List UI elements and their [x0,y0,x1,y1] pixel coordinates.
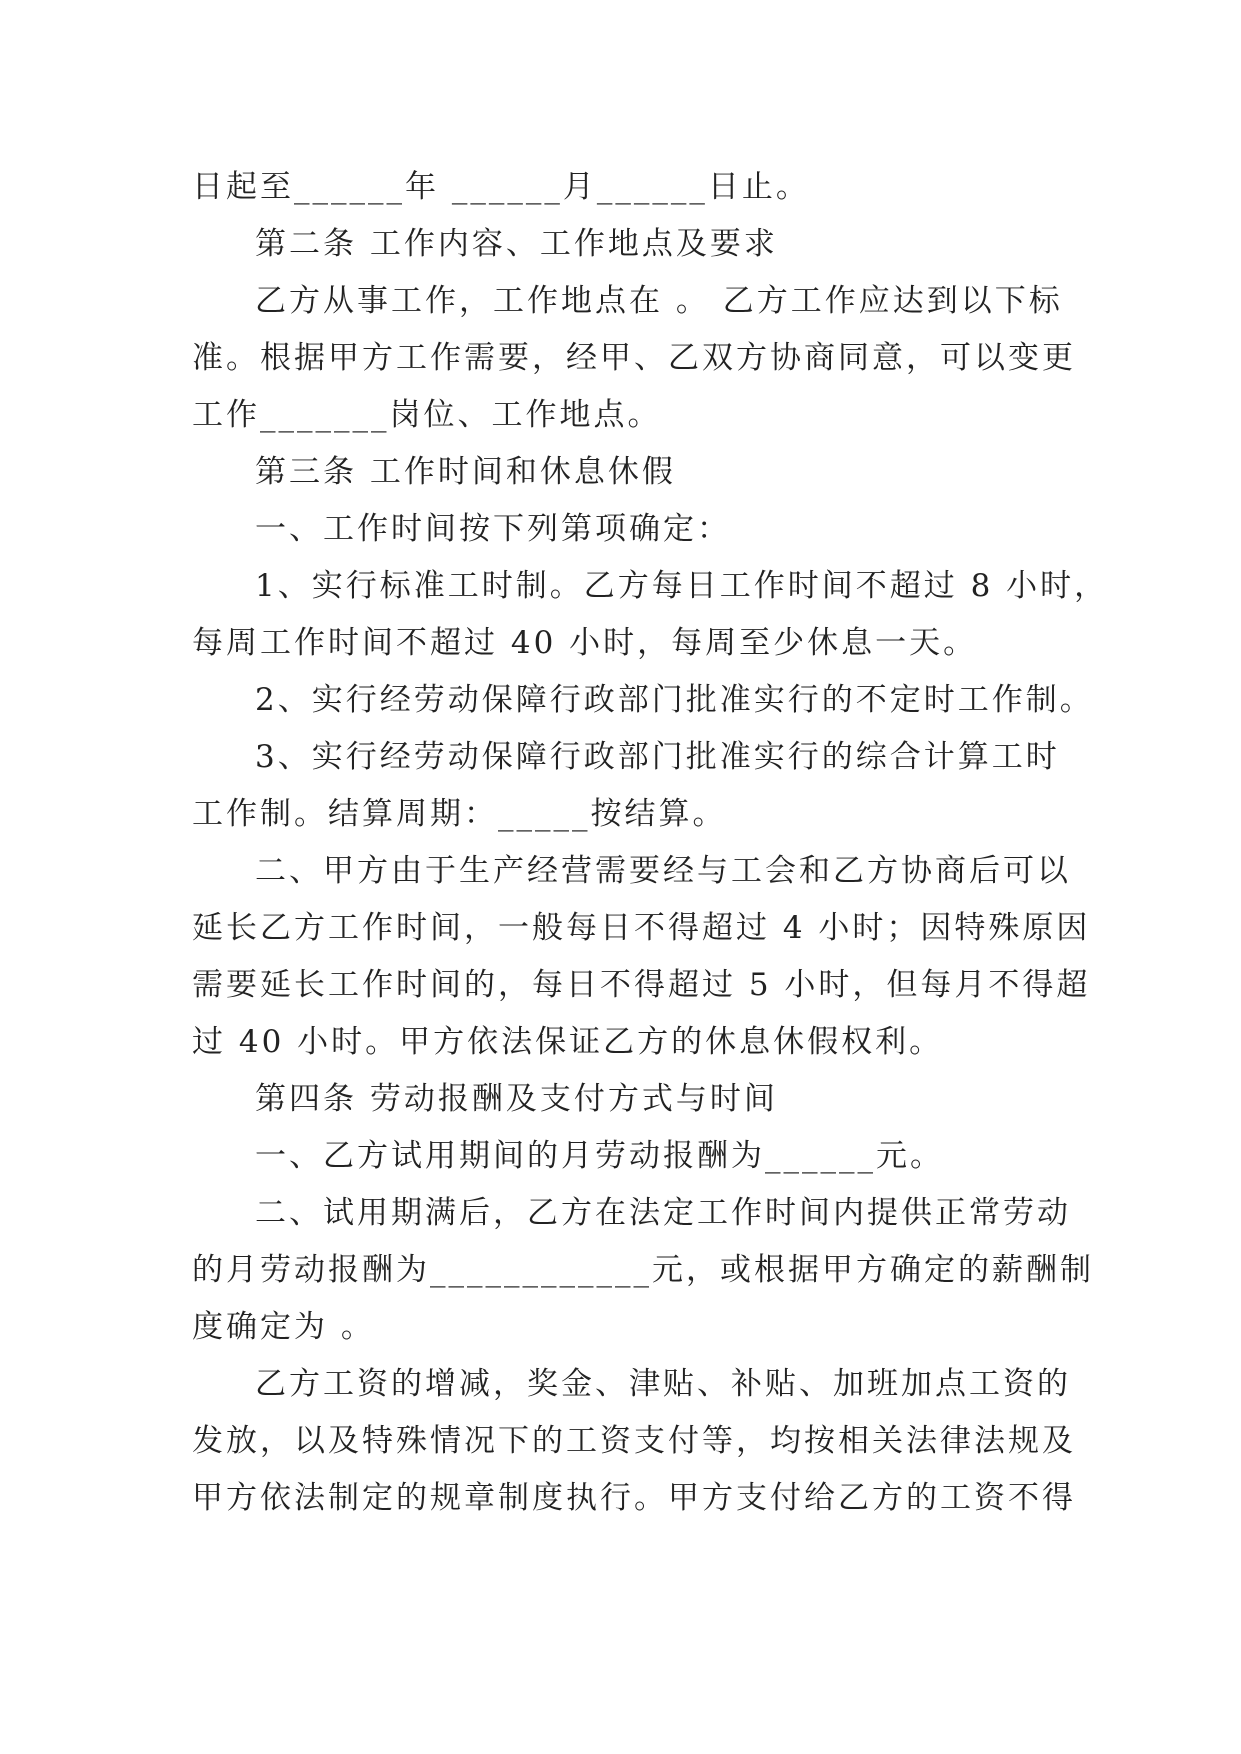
text-line: 发放，以及特殊情况下的工资支付等，均按相关法律法规及 [192,1423,1076,1459]
text-line: 二、试用期满后，乙方在法定工作时间内提供正常劳动 [255,1195,1071,1231]
text-line: 工作制。结算周期：_____按结算。 [192,796,727,832]
article-4-heading: 第四条 劳动报酬及支付方式与时间 [255,1081,778,1117]
text-line: 日起至______年 ______月______日止。 [192,169,810,205]
text-line: 每周工作时间不超过 40 小时，每周至少休息一天。 [192,625,978,661]
text-line: 3、实行经劳动保障行政部门批准实行的综合计算工时 [255,739,1060,775]
text-line: 一、乙方试用期间的月劳动报酬为______元。 [255,1138,944,1174]
text-line: 过 40 小时。甲方依法保证乙方的休息休假权利。 [192,1024,944,1060]
article-3-heading: 第三条 工作时间和休息休假 [255,454,676,490]
text-line: 需要延长工作时间的，每日不得超过 5 小时，但每月不得超 [192,967,1091,1003]
text-line: 延长乙方工作时间，一般每日不得超过 4 小时；因特殊原因 [192,910,1091,946]
text-line: 1、实行标准工时制。乙方每日工作时间不超过 8 小时， [255,568,1109,604]
text-line: 乙方工资的增减，奖金、津贴、补贴、加班加点工资的 [255,1366,1071,1402]
text-line: 一、工作时间按下列第项确定： [255,511,731,547]
text-line: 工作_______岗位、工作地点。 [192,397,662,433]
text-line: 度确定为 。 [192,1309,375,1345]
text-line: 准。根据甲方工作需要，经甲、乙双方协商同意，可以变更 [192,340,1076,376]
text-line: 乙方从事工作，工作地点在 。 乙方工作应达到以下标 [255,283,1063,319]
text-line: 的月劳动报酬为____________元，或根据甲方确定的薪酬制 [192,1252,1094,1288]
text-line: 2、实行经劳动保障行政部门批准实行的不定时工作制。 [255,682,1094,718]
text-line: 二、甲方由于生产经营需要经与工会和乙方协商后可以 [255,853,1071,889]
text-line: 甲方依法制定的规章制度执行。甲方支付给乙方的工资不得 [192,1480,1076,1516]
article-2-heading: 第二条 工作内容、工作地点及要求 [255,226,778,262]
